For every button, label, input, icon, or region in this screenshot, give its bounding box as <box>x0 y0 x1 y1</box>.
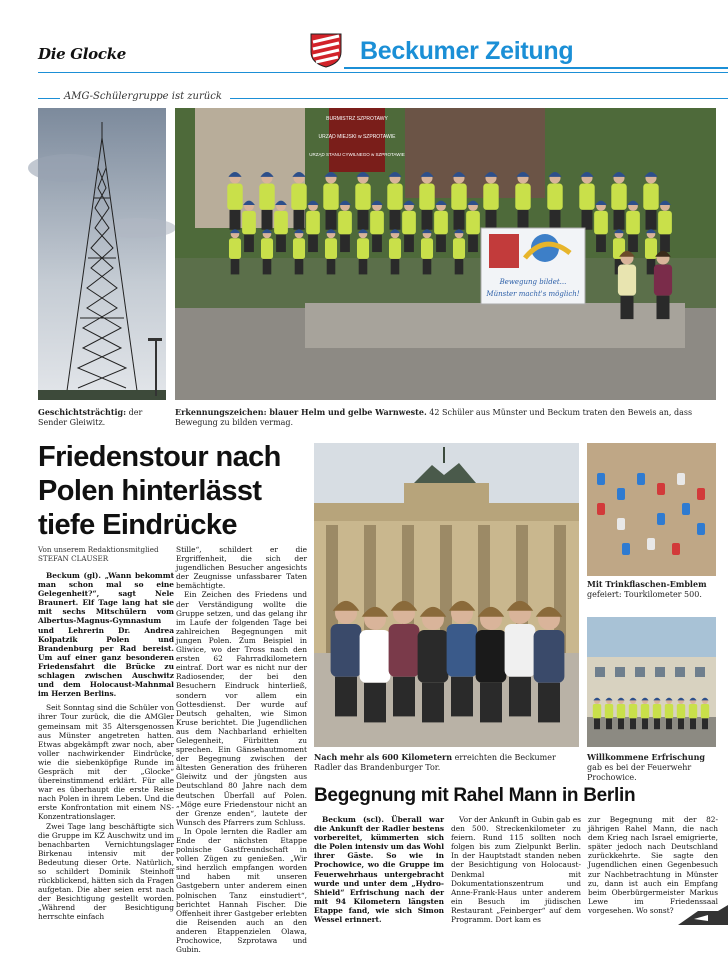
banner-line1: Bewegung bildet... <box>499 278 567 286</box>
bottles-caption: Mit Trinkflaschen-Emblem gefeiert: Tourkilometer 500. <box>587 579 707 599</box>
newspaper-brand: Die Glocke <box>38 45 127 63</box>
kicker-rule-right <box>230 98 728 99</box>
second-headline: Begegnung mit Rahel Mann in Berlin <box>314 785 636 806</box>
masthead-rule <box>344 67 728 69</box>
article2-column-2: Vor der Ankunft in Gubin gab es den 500. Streckenkilometer zu feiern. Rund 115 sollten noch folgen bis zum Zielpunkt Berlin. In der Hauptstadt standen neben der Besichtigung von Holocaust-Denkmal mit Dokumentationszentrum und Anne-Frank-Haus unter anderem ein Besuch im jüdischen Restaurant „Feinberger“ auf dem Programm. Dort kam es <box>451 815 581 925</box>
group-photo <box>175 108 716 400</box>
bottle-icon <box>682 503 690 515</box>
bottle-icon <box>657 513 665 525</box>
bottle-icon <box>697 523 705 535</box>
gate-caption: Nach mehr als 600 Kilometern erreichten die Beckumer Radler das Brandenburger Tor. <box>314 752 556 772</box>
article-column-1: Beckum (gl). „Wann bekommt man schon mal so eine Gelegenheit?“, sagt Nele Braunert. Elf Tage lang hat sie mit sechs Mitschülern vom Albertus-Magnus-Gymnasium und Lehrerin Dr. Andrea Kolpatzik Polen und Brandenburg per Rad bereist. Um auf einer ganz besonderen Friedensfahrt die Brücke zu schlagen zwischen Auschwitz und dem Holocaust-Mahnmal im Herzen Berlins. Seit Sonntag sind die Schüler von ihrer Tour zurück, die die AMGler gemeinsam mit 35 Altersgenossen aus Münster angetreten hatten. Etwas abgekämpft zwar noch, aber voller nachwirkender Eindrücke, wie die siebenköpfige Runde im Gespräch mit der „Glocke“ übereinstimmend erklärt. Für alle war es überhaupt die erste Reise nach Polen in ihrem Leben. Und die erste Konfrontation mit einem NS-Konzentrationslager. Zwei Tage lang beschäftigte sich die Gruppe im KZ Auschwitz und im benachbarten Vernichtungslager Birkenau intensiv mit der Bedeutung dieser Orte. Natürlich, so schildert Dominik Steinhoff rückblickend, hätten sich da Fragen aufgetan. Die aber seien erst nach der Besichtigung gestellt worden. „Während der Besichtigung herrschte einfach <box>38 571 174 922</box>
group-caption: Erkennungszeichen: blauer Helm und gelbe Warnweste. 42 Schüler aus Münster und Beckum traten den Beweis an, dass Bewegung zu bilden vermag. <box>175 407 693 427</box>
article-headline: Friedenstour nach Polen hinterlässt tiefe Eindrücke <box>38 441 281 541</box>
article2-column-1: Beckum (scl). Überall war die Ankunft der Radler bestens vorbereitet, kümmerten sich die Polen intensiv um das Wohl ihrer Gäste. So wie in Prochowice, wo die Gruppe im Feuerwehrhaus untergebracht wurde und unter dem „Hydro-Shield“ Erfrischung nach der mit 94 Kilometern längsten Etappe fand, wie sich Simon Wessel erinnert. <box>314 815 444 925</box>
bottle-icon <box>617 488 625 500</box>
bottle-icon <box>677 473 685 485</box>
bottle-icon <box>672 543 680 555</box>
city-crest-icon <box>308 32 344 68</box>
tower-caption: Geschichtsträchtig: der Sender Gleiwitz. <box>38 407 143 427</box>
bottle-icon <box>697 488 705 500</box>
kicker: AMG-Schülergruppe ist zurück <box>64 91 222 102</box>
bottles-emblem-photo <box>587 443 716 576</box>
sign-bottom: URZĄD STANU CYWILNEGO w SZPROTAWIE <box>309 152 405 157</box>
bottle-icon <box>617 518 625 530</box>
article2-column-3: zur Begegnung mit der 82-jährigen Rahel Mann, die nach dem Krieg nach Israel emigrierte, später jedoch nach Deutschland zurückkehrte. Sie sagte den Jugendlichen einen Gegenbesuch zur Nachbetrachtung in Münster zu, dann ist auch ein Empfang beim Oberbürgermeister Markus Lewe im Friedenssaal vorgesehen. Wo sonst? <box>588 815 718 915</box>
bottle-icon <box>647 538 655 550</box>
brandenburg-gate-photo <box>314 443 579 747</box>
bottle-icon <box>637 473 645 485</box>
kicker-rule-left <box>38 98 60 99</box>
page-corner-arrow-icon <box>668 905 728 925</box>
byline: Von unserem Redaktionsmitglied STEFAN CLAUSER <box>38 545 159 563</box>
fire-department-photo <box>587 617 716 747</box>
banner-line2: Münster macht's möglich! <box>486 290 580 298</box>
article-column-2: Stille“, schildert er die Ergriffenheit, die sich der jugendlichen Besucher angesichts der Zeugnisse unfassbarer Taten bemächtigte. Ein Zeichen des Friedens und der Verständigung wollte die Gruppe setzen, und das gelang ihr im Laufe der folgenden Tage bei zahlreichen Begegnungen mit jungen Polen. Zum Beispiel in Gliwice, wo der Tross nach den ersten 62 Fahrradkilometern eintraf. Dort war es nicht nur der Radiosender, der bei den Besuchern Eindruck hinterließ, sondern vor allem ein Gottesdienst. Der wurde auf Deutsch gehalten, wie Simon Kruse berichtet. Die Jugendlichen aus dem Nachbarland erhielten Gelegenheit, Fürbitten zu sprechen. Ein Gänsehautmoment der Begegnung zwischen der ältesten Generation des früheren Gleiwitz und der jüngsten aus Deutschland 80 Jahre nach dem deutschen Überfall auf Polen. „Möge eure Friedenstour nicht an der Grenze enden“, lautete der Wunsch des Pfarrers zum Schluss. In Opole lernten die Radler am Ende der nächsten Etappe polnische Gastfreundschaft in vollen Zügen zu genießen. „Wir sind herzlich empfangen worden und haben mit unseren Gastgebern unter anderem einen polnischen Tanz einstudiert“, berichtet Hannah Fischer. Die Offenheit ihrer Gastgeber erlebten die Reisenden auch an den anderen Etappenzielen Olawa, Prochowice, Szprotawa und Gubin. <box>176 545 307 954</box>
sign-top: BURMISTRZ SZPROTAWY <box>326 116 388 122</box>
masthead-rule-thin <box>38 72 728 73</box>
sign-mid: URZĄD MIEJSKI w SZPROTAWIE <box>318 134 396 140</box>
bottle-icon <box>657 483 665 495</box>
section-title: Beckumer Zeitung <box>360 37 574 65</box>
bottle-icon <box>597 473 605 485</box>
bottle-icon <box>597 503 605 515</box>
bottle-icon <box>622 543 630 555</box>
firedept-caption: Willkommene Erfrischung gab es bei der Feuerwehr Prochowice. <box>587 752 705 782</box>
tower-photo <box>38 108 166 400</box>
